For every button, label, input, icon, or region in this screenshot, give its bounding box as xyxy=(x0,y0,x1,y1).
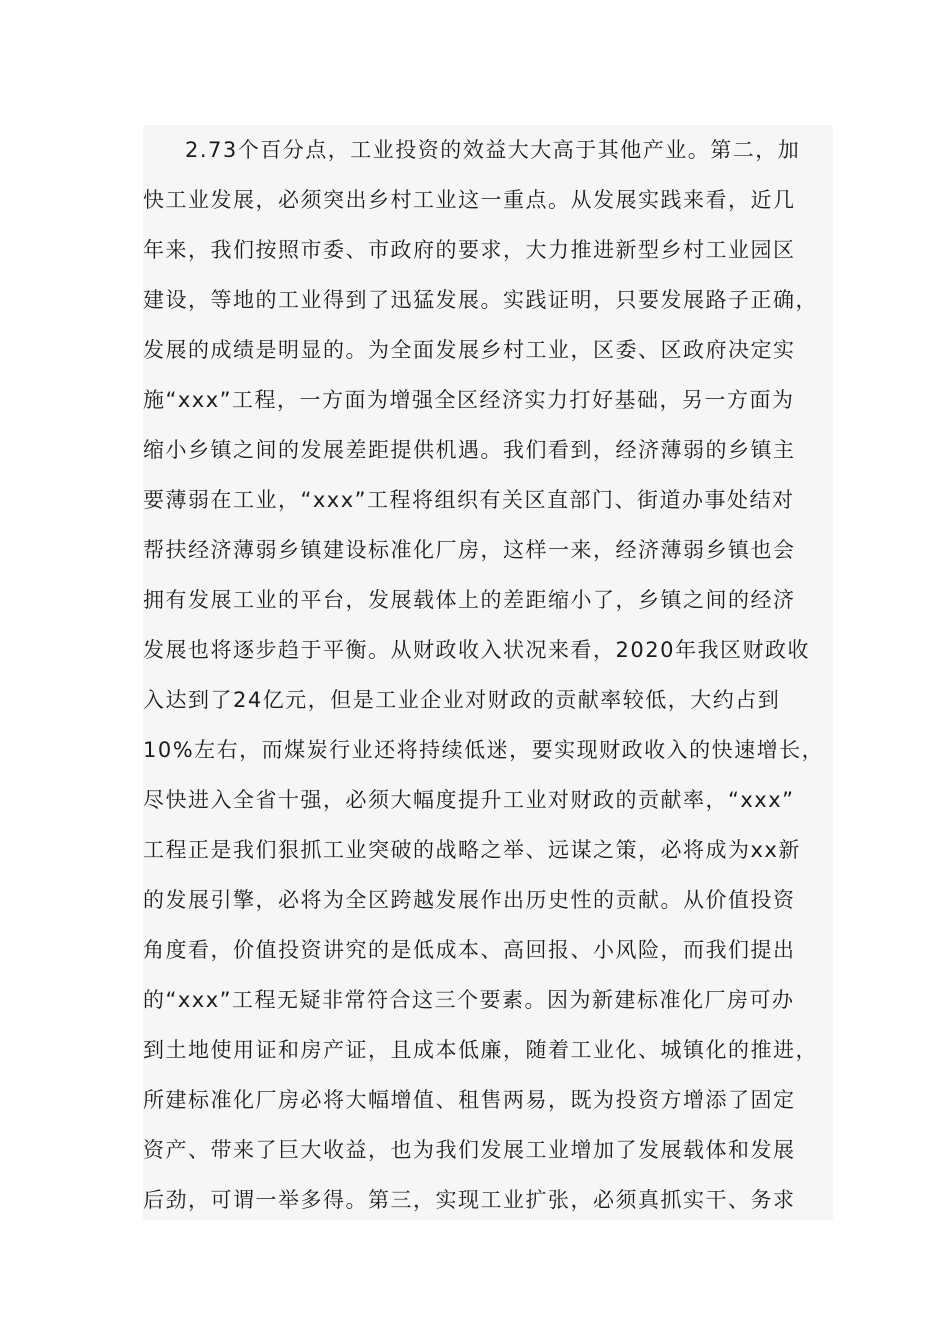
text-line-14: 尽快进入全省十强，必须大幅度提升工业对财政的贡献率，“xxx” xyxy=(143,788,795,812)
text-line-11: 发展也将逐步趋于平衡。从财政收入状况来看，2020年我区财政收 xyxy=(143,638,810,662)
text-line-17: 角度看，价值投资讲究的是低成本、高回报、小风险，而我们提出 xyxy=(143,938,796,962)
text-line-16: 的发展引擎，必将为全区跨越发展作出历史性的贡献。从价值投资 xyxy=(143,888,796,912)
text-line-18: 的“xxx”工程无疑非常符合这三个要素。因为新建标准化厂房可办 xyxy=(143,988,795,1012)
text-line-21: 资产、带来了巨大收益，也为我们发展工业增加了发展载体和发展 xyxy=(143,1138,796,1162)
text-line-5: 发展的成绩是明显的。为全面发展乡村工业，区委、区政府决定实 xyxy=(143,338,796,362)
text-line-22: 后劲，可谓一举多得。第三，实现工业扩张，必须真抓实干、务求 xyxy=(143,1188,796,1212)
text-line-3: 年来，我们按照市委、市政府的要求，大力推进新型乡村工业园区 xyxy=(143,238,796,262)
text-line-8: 要薄弱在工业，“xxx”工程将组织有关区直部门、街道办事处结对 xyxy=(143,488,795,512)
text-line-13: 10%左右，而煤炭行业还将持续低迷，要实现财政收入的快速增长， xyxy=(143,738,825,762)
text-line-9: 帮扶经济薄弱乡镇建设标准化厂房，这样一来，经济薄弱乡镇也会 xyxy=(143,538,796,562)
text-line-19: 到土地使用证和房产证，且成本低廉，随着工业化、城镇化的推进， xyxy=(143,1038,818,1062)
text-line-2: 快工业发展，必须突出乡村工业这一重点。从发展实践来看，近几 xyxy=(143,188,796,212)
text-line-10: 拥有发展工业的平台，发展载体上的差距缩小了，乡镇之间的经济 xyxy=(143,588,796,612)
text-line-7: 缩小乡镇之间的发展差距提供机遇。我们看到，经济薄弱的乡镇主 xyxy=(143,438,796,462)
text-line-12: 入达到了24亿元，但是工业企业对财政的贡献率较低，大约占到 xyxy=(143,688,781,712)
body-text xyxy=(143,125,833,1220)
text-line-4: 建设，等地的工业得到了迅猛发展。实践证明，只要发展路子正确， xyxy=(143,288,818,312)
text-line-15: 工程正是我们狠抓工业突破的战略之举、远谋之策，必将成为xx新 xyxy=(143,838,801,862)
text-line-6: 施“xxx”工程，一方面为增强全区经济实力打好基础，另一方面为 xyxy=(143,388,795,412)
text-line-1: 2.73个百分点，工业投资的效益大大高于其他产业。第二，加 xyxy=(185,138,801,162)
text-line-20: 所建标准化厂房必将大幅增值、租售两易，既为投资方增添了固定 xyxy=(143,1088,796,1112)
